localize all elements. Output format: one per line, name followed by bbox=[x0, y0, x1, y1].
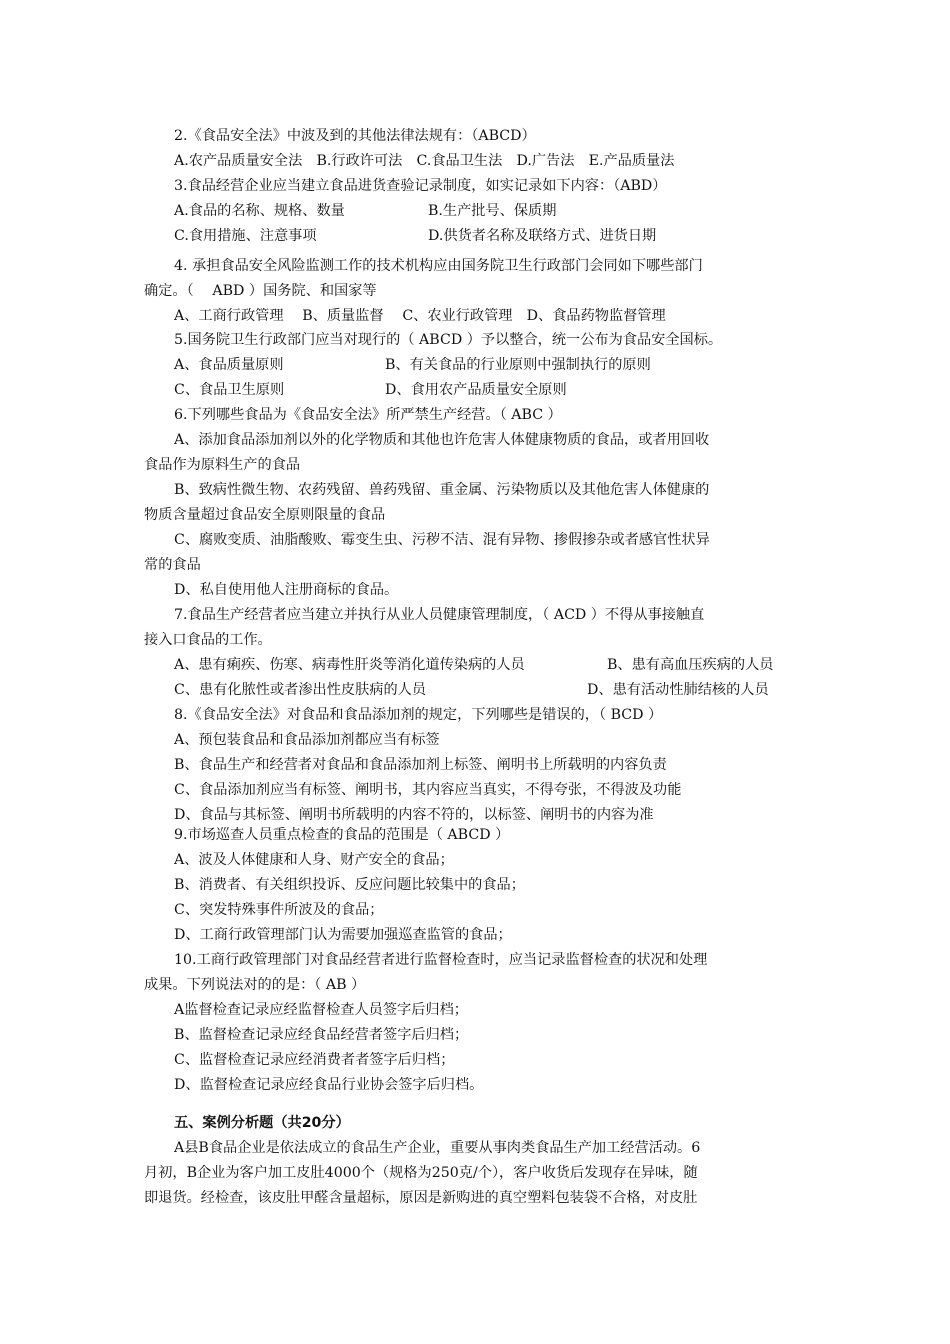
q4-stem-line-1: 4. 承担食品安全风险监测工作的技术机构应由国务院卫生行政部门会同如下哪些部门 bbox=[174, 258, 703, 274]
q6-option-a-line-1: A、添加食品添加剂以外的化学物质和其他也许危害人体健康物质的食品，或者用回收 bbox=[174, 432, 710, 448]
q6-option-b-line-1: B、致病性微生物、农药残留、兽药残留、重金属、污染物质以及其他危害人体健康的 bbox=[174, 482, 710, 498]
q5-stem: 5.国务院卫生行政部门应当对现行的（ ABCD ）予以整合，统一公布为食品安全国标。 bbox=[174, 332, 723, 348]
q7-stem-line-2: 接入口食品的工作。 bbox=[144, 632, 272, 648]
q7-option-c: C、患有化脓性或者渗出性皮肤病的人员 bbox=[174, 682, 427, 698]
q6-stem: 6.下列哪些食品为《食品安全法》所严禁生产经营。（ ABC ） bbox=[174, 407, 562, 423]
q5-option-d: D、食用农产品质量安全原则 bbox=[385, 382, 567, 398]
q2-options: A.农产品质量安全法 B.行政许可法 C.食品卫生法 D.广告法 E.产品质量法 bbox=[174, 153, 675, 169]
section-5-heading: 五、案例分析题（共20分） bbox=[174, 1115, 350, 1131]
q7-option-a: A、患有痢疾、伤寒、病毒性肝炎等消化道传染病的人员 bbox=[174, 657, 525, 673]
q3-option-a: A.食品的名称、规格、数量 bbox=[174, 203, 345, 219]
q7-option-d: D、患有活动性肺结核的人员 bbox=[587, 682, 769, 698]
q10-option-b: B、监督检查记录应经食品经营者签字后归档； bbox=[174, 1027, 469, 1043]
q10-stem-line-2: 成果。下列说法对的的是：（ AB ） bbox=[144, 977, 366, 993]
q9-option-d: D、工商行政管理部门认为需要加强巡查监管的食品； bbox=[174, 927, 512, 943]
q9-option-c: C、突发特殊事件所波及的食品； bbox=[174, 902, 384, 918]
q3-option-c: C.食用措施、注意事项 bbox=[174, 228, 317, 244]
q9-option-b: B、消费者、有关组织投诉、反应问题比较集中的食品； bbox=[174, 877, 525, 893]
q2-stem: 2.《食品安全法》中波及到的其他法律法规有：（ABCD） bbox=[174, 128, 536, 144]
q10-stem-line-1: 10.工商行政管理部门对食品经营者进行监督检查时，应当记录监督检查的状况和处理 bbox=[174, 952, 708, 968]
q9-stem: 9.市场巡查人员重点检查的食品的范围是（ ABCD ） bbox=[174, 827, 510, 843]
q8-option-d: D、食品与其标签、阐明书所载明的内容不符的，以标签、阐明书的内容为准 bbox=[174, 807, 654, 823]
q10-option-d: D、监督检查记录应经食品行业协会签字后归档。 bbox=[174, 1077, 484, 1093]
q9-option-a: A、波及人体健康和人身、财产安全的食品； bbox=[174, 852, 454, 868]
q5-option-b: B、有关食品的行业原则中强制执行的原则 bbox=[385, 357, 651, 373]
q5-option-c: C、食品卫生原则 bbox=[174, 382, 285, 398]
q3-option-d: D.供货者名称及联络方式、进货日期 bbox=[428, 228, 657, 244]
q10-option-c: C、监督检查记录应经消费者者签字后归档； bbox=[174, 1052, 455, 1068]
q6-option-c-line-2: 常的食品 bbox=[144, 557, 201, 573]
case-paragraph-line-3: 即退货。经检查，该皮肚甲醛含量超标，原因是新购进的真空塑料包装袋不合格，对皮肚 bbox=[144, 1190, 698, 1206]
q6-option-a-line-2: 食品作为原料生产的食品 bbox=[144, 457, 301, 473]
q6-option-b-line-2: 物质含量超过食品安全原则限量的食品 bbox=[144, 507, 386, 523]
q5-option-a: A、食品质量原则 bbox=[174, 357, 284, 373]
q6-option-c-line-1: C、腐败变质、油脂酸败、霉变生虫、污秽不洁、混有异物、掺假掺杂或者感官性状异 bbox=[174, 532, 710, 548]
q10-option-a: A监督检查记录应经监督检查人员签字后归档； bbox=[174, 1002, 468, 1018]
case-paragraph-line-1: A县B食品企业是依法成立的食品生产企业，重要从事肉类食品生产加工经营活动。6 bbox=[174, 1140, 701, 1156]
q7-option-b: B、患有高血压疾病的人员 bbox=[607, 657, 774, 673]
q8-stem: 8.《食品安全法》对食品和食品添加剂的规定，下列哪些是错误的，（ BCD ） bbox=[174, 707, 663, 723]
q3-stem: 3.食品经营企业应当建立食品进货查验记录制度，如实记录如下内容：（ABD） bbox=[174, 178, 667, 194]
q8-option-c: C、食品添加剂应当有标签、阐明书，其内容应当真实，不得夸张，不得波及功能 bbox=[174, 782, 682, 798]
q6-option-d: D、私自使用他人注册商标的食品。 bbox=[174, 582, 399, 598]
case-paragraph-line-2: 月初，B企业为客户加工皮肚4000个（规格为250克/个），客户收货后发现存在异味，随 bbox=[144, 1165, 698, 1181]
q4-options: A、工商行政管理 B、质量监督 C、农业行政管理 D、食品药物监督管理 bbox=[174, 308, 666, 324]
q4-stem-line-2: 确定。（ ABD ）国务院、和国家等 bbox=[144, 283, 377, 299]
q8-option-a: A、预包装食品和食品添加剂都应当有标签 bbox=[174, 732, 440, 748]
q8-option-b: B、食品生产和经营者对食品和食品添加剂上标签、阐明书上所载明的内容负责 bbox=[174, 757, 667, 773]
q7-stem-line-1: 7.食品生产经营者应当建立并执行从业人员健康管理制度，（ ACD ）不得从事接触直 bbox=[174, 607, 705, 623]
q3-option-b: B.生产批号、保质期 bbox=[428, 203, 557, 219]
